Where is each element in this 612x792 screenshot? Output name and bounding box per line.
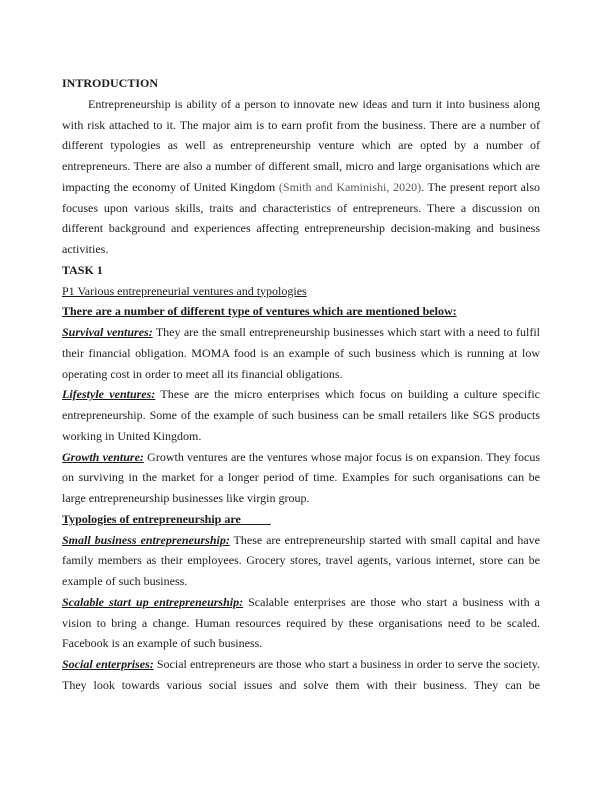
intro-heading: INTRODUCTION (62, 76, 159, 90)
typology-paragraph-social-enterprises (62, 654, 540, 696)
typology-description: Scalable enterprises are those who start a business with a vision to bring a change. Human resources required by these organisations need to be scaled. Facebook is an example of such business. (62, 594, 540, 651)
typology-description: Social entrepreneurs are those who start a business in order to serve the society. They look towards various social issues and solve them with their business. They can be (62, 657, 540, 692)
p1-heading-text: P1 Various entrepreneurial ventures and typologies (62, 283, 307, 298)
typologies-heading (62, 509, 540, 530)
venture-term: Lifestyle ventures: (62, 387, 156, 402)
venture-paragraph-growth (62, 447, 540, 509)
intro-paragraph (62, 94, 540, 260)
venture-description: These are the micro enterprises which focus on building a culture specific entrepreneurship. Some of the example of such business can be small retailers like SGS products working in United Kingdom. (62, 387, 540, 443)
typology-description: These are entrepreneurship started with small capital and have family members as their employees. Grocery stores, travel agents, various internet, store can be example of such business. (62, 532, 540, 588)
venture-description: Growth ventures are the ventures whose major focus is on expansion. They focus on surviving in the market for a longer period of time. Examples for such organisations can be large entrepreneurship businesses like virgin group. (62, 449, 540, 505)
venture-description: They are the small entrepreneurship businesses which start with a need to fulfil their financial obligation. MOMA food is an example of such business which is running at low operating cost in order to meet all its financial obligations. (62, 325, 541, 381)
typology-paragraph-scalable-startup (62, 592, 540, 654)
venture-paragraph-lifestyle (62, 384, 540, 446)
citation: (Smith and Kaminishi, 2020) (278, 179, 422, 194)
task1-heading: TASK 1 (62, 262, 103, 277)
ventures-lead (62, 301, 540, 322)
typology-term: Small business entrepreneurship: (62, 532, 230, 547)
intro-text-before-citation: Entrepreneurship is ability of a person to innovate new ideas and turn it into business along with risk attached to it. The major aim is to earn profit from the business. There are a number of different typologies as well as entrepreneurship venture which are opted by a number of entrepreneurs. There are also a number of different small, micro and large organisations which are impacting the economy of United Kingdom (62, 96, 540, 194)
intro-text-after-citation: . The present report also focuses upon various skills, traits and characteristics of entrepreneurs. There a discussion on different background and experiences affecting entrepreneurship decision-making and business activities. (62, 179, 540, 256)
ventures-lead-text: There are a number of different type of ventures which are mentioned below: (62, 304, 457, 319)
typologies-heading-text: Typologies of entrepreneurship are (62, 511, 241, 526)
venture-term: Growth venture: (62, 449, 144, 464)
typology-term: Scalable start up entrepreneurship: (62, 594, 244, 609)
typology-paragraph-small-business (62, 530, 540, 592)
typology-term: Social enterprises: (62, 657, 154, 671)
p1-heading (62, 281, 540, 302)
venture-term: Survival ventures: (62, 325, 153, 339)
venture-paragraph-survival (62, 322, 540, 384)
